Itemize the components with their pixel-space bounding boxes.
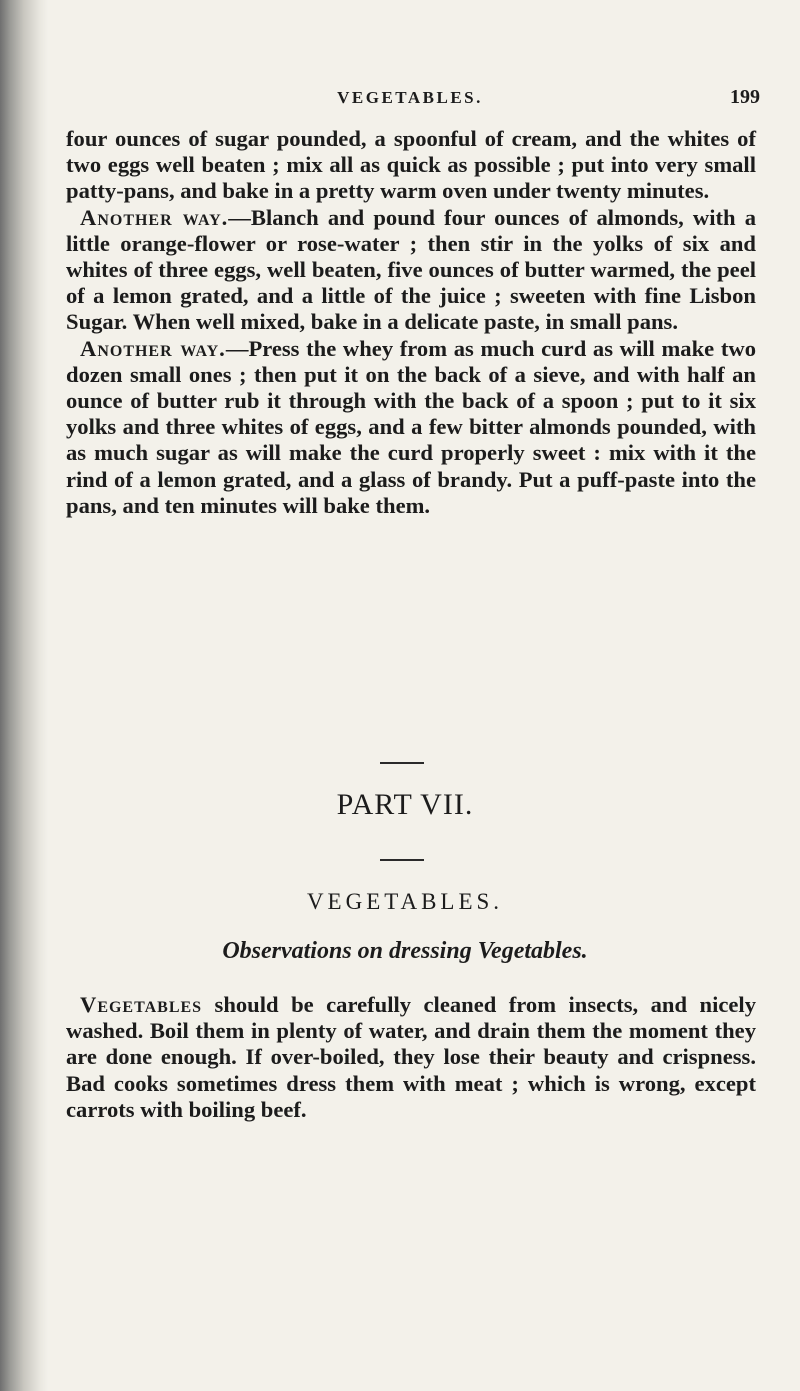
page-number: 199 xyxy=(730,86,760,108)
section-subtitle: Observations on dressing Vegetables. xyxy=(222,938,588,964)
recipe-paragraph xyxy=(66,205,756,336)
recipe-paragraph xyxy=(66,126,756,205)
paragraph-text: —Press the whey from as much curd as will make two dozen small ones ; then put it on the back of a sieve, and with half an ounce of butter rub it through with the back of a spoon ; put to it six yolks and three whites of eggs, and a few bitter almonds pounded, with as much sugar as will make the curd properly sweet : mix with it the rind of a lemon grated, and a glass of brandy. Put a puff-paste into the pans, and ten minutes will bake them. xyxy=(66,335,756,518)
paragraph-lead: Another way. xyxy=(80,204,229,230)
paragraph-text: should be carefully cleaned from insects, and nicely washed. Boil them in plenty of water, and drain them the moment they are done enough. If over-boiled, they lose their beauty and crispness. Bad cooks sometimes dress them with meat ; which is wrong, except carrots with boiling beef. xyxy=(66,992,756,1122)
recipe-text xyxy=(66,126,756,519)
part-title: PART VII. xyxy=(336,788,474,821)
page-gutter-shadow xyxy=(0,0,48,1391)
page-header xyxy=(60,86,760,116)
paragraph-lead: Vegetables xyxy=(80,992,203,1017)
body-text xyxy=(66,992,756,1123)
paragraph-text: four ounces of sugar pounded, a spoonful of cream, and the whites of two eggs well beaten ; mix all as quick as possible ; put into very small patty-pans, and bake in a pretty warm oven under twenty minutes. xyxy=(66,126,756,204)
divider-rule xyxy=(380,762,424,764)
body-paragraph xyxy=(66,992,756,1123)
running-title: VEGETABLES. xyxy=(337,88,483,107)
section-title: VEGETABLES. xyxy=(306,889,504,914)
divider-rule xyxy=(380,859,424,861)
paragraph-text: —Blanch and pound four ounces of almonds, with a little orange-flower or rose-water ; then stir in the yolks of six and whites of three eggs, well beaten, five ounces of butter warmed, the peel of a lemon grated, and a little of the juice ; sweeten with fine Lisbon Sugar. When well mixed, bake in a delicate paste, in small pans. xyxy=(66,204,756,335)
recipe-paragraph xyxy=(66,336,756,519)
paragraph-lead: Another way. xyxy=(80,335,226,361)
